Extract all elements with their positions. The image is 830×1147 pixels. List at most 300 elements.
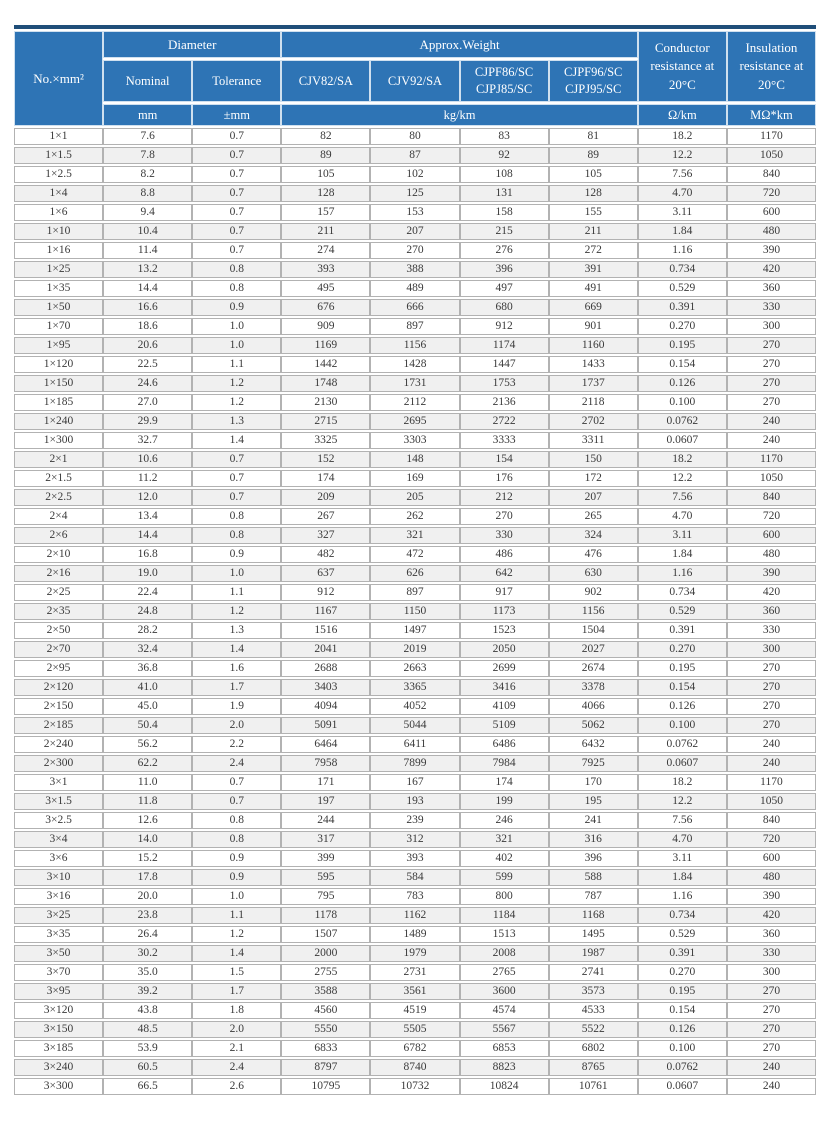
value-cell: 5091 [281,717,370,734]
value-cell: 12.2 [638,147,727,164]
value-cell: 0.126 [638,375,727,392]
table-row [14,774,816,791]
value-cell: 150 [549,451,638,468]
table-row [14,394,816,411]
value-cell: 495 [281,280,370,297]
table-row [14,375,816,392]
value-cell: 300 [727,964,816,981]
value-cell: 8.2 [103,166,192,183]
value-cell: 10.4 [103,223,192,240]
value-cell: 7925 [549,755,638,772]
value-cell: 2755 [281,964,370,981]
unit-tolerance: ±mm [192,104,281,126]
value-cell: 270 [727,1002,816,1019]
value-cell: 3365 [370,679,459,696]
size-cell: 2×240 [14,736,103,753]
value-cell: 1516 [281,622,370,639]
value-cell: 43.8 [103,1002,192,1019]
value-cell: 270 [727,660,816,677]
value-cell: 5522 [549,1021,638,1038]
value-cell: 0.0607 [638,755,727,772]
value-cell: 193 [370,793,459,810]
value-cell: 32.4 [103,641,192,658]
value-cell: 125 [370,185,459,202]
value-cell: 13.2 [103,261,192,278]
value-cell: 1987 [549,945,638,962]
value-cell: 7958 [281,755,370,772]
size-cell: 3×35 [14,926,103,943]
value-cell: 80 [370,128,459,145]
value-cell: 81 [549,128,638,145]
value-cell: 272 [549,242,638,259]
value-cell: 3.11 [638,527,727,544]
table-header [14,31,816,126]
value-cell: 1167 [281,603,370,620]
table-row [14,337,816,354]
value-cell: 420 [727,907,816,924]
value-cell: 390 [727,888,816,905]
value-cell: 491 [549,280,638,297]
value-cell: 1497 [370,622,459,639]
value-cell: 0.7 [192,793,281,810]
value-cell: 330 [460,527,549,544]
table-row [14,622,816,639]
value-cell: 0.100 [638,394,727,411]
table-row [14,831,816,848]
value-cell: 2765 [460,964,549,981]
value-cell: 1.6 [192,660,281,677]
size-cell: 1×1 [14,128,103,145]
value-cell: 0.7 [192,242,281,259]
value-cell: 7.8 [103,147,192,164]
value-cell: 1523 [460,622,549,639]
value-cell: 1160 [549,337,638,354]
value-cell: 0.126 [638,698,727,715]
value-cell: 53.9 [103,1040,192,1057]
value-cell: 584 [370,869,459,886]
table-row [14,717,816,734]
value-cell: 2.1 [192,1040,281,1057]
value-cell: 6411 [370,736,459,753]
size-cell: 2×95 [14,660,103,677]
value-cell: 148 [370,451,459,468]
col-header-conductor-resistance: Conductor resistance at 20°C [638,31,727,102]
table-row [14,888,816,905]
value-cell: 3600 [460,983,549,1000]
size-cell: 3×1.5 [14,793,103,810]
value-cell: 10824 [460,1078,549,1095]
size-cell: 1×25 [14,261,103,278]
value-cell: 7.56 [638,166,727,183]
value-cell: 60.5 [103,1059,192,1076]
value-cell: 1513 [460,926,549,943]
table-row [14,1002,816,1019]
value-cell: 600 [727,527,816,544]
value-cell: 1.5 [192,964,281,981]
value-cell: 316 [549,831,638,848]
value-cell: 472 [370,546,459,563]
value-cell: 2118 [549,394,638,411]
value-cell: 0.8 [192,508,281,525]
col-header-tolerance: Tolerance [192,60,281,102]
value-cell: 486 [460,546,549,563]
value-cell: 2000 [281,945,370,962]
value-cell: 595 [281,869,370,886]
value-cell: 4574 [460,1002,549,1019]
value-cell: 1.9 [192,698,281,715]
size-cell: 3×240 [14,1059,103,1076]
value-cell: 1170 [727,774,816,791]
value-cell: 0.154 [638,356,727,373]
value-cell: 391 [549,261,638,278]
table-row [14,945,816,962]
value-cell: 270 [727,679,816,696]
value-cell: 89 [281,147,370,164]
value-cell: 15.2 [103,850,192,867]
table-row [14,698,816,715]
value-cell: 399 [281,850,370,867]
value-cell: 2699 [460,660,549,677]
value-cell: 158 [460,204,549,221]
col-header-nominal: Nominal [103,60,192,102]
col-group-approx-weight: Approx.Weight [281,31,637,58]
value-cell: 1150 [370,603,459,620]
value-cell: 14.4 [103,280,192,297]
value-cell: 6432 [549,736,638,753]
value-cell: 19.0 [103,565,192,582]
value-cell: 174 [281,470,370,487]
value-cell: 212 [460,489,549,506]
value-cell: 2663 [370,660,459,677]
value-cell: 83 [460,128,549,145]
value-cell: 207 [370,223,459,240]
table-row [14,546,816,563]
table-row [14,128,816,145]
value-cell: 270 [727,356,816,373]
value-cell: 270 [460,508,549,525]
value-cell: 3403 [281,679,370,696]
value-cell: 30.2 [103,945,192,962]
table-row [14,261,816,278]
value-cell: 1.3 [192,413,281,430]
value-cell: 0.7 [192,774,281,791]
value-cell: 1.16 [638,242,727,259]
value-cell: 1162 [370,907,459,924]
value-cell: 128 [281,185,370,202]
value-cell: 7.56 [638,489,727,506]
value-cell: 39.2 [103,983,192,1000]
value-cell: 795 [281,888,370,905]
value-cell: 105 [281,166,370,183]
value-cell: 239 [370,812,459,829]
value-cell: 420 [727,261,816,278]
value-cell: 35.0 [103,964,192,981]
value-cell: 588 [549,869,638,886]
size-cell: 2×6 [14,527,103,544]
value-cell: 45.0 [103,698,192,715]
value-cell: 13.4 [103,508,192,525]
value-cell: 300 [727,318,816,335]
size-cell: 2×300 [14,755,103,772]
value-cell: 270 [727,1021,816,1038]
value-cell: 1050 [727,793,816,810]
value-cell: 1.84 [638,223,727,240]
value-cell: 901 [549,318,638,335]
value-cell: 3325 [281,432,370,449]
value-cell: 171 [281,774,370,791]
value-cell: 420 [727,584,816,601]
value-cell: 321 [460,831,549,848]
value-cell: 105 [549,166,638,183]
value-cell: 131 [460,185,549,202]
value-cell: 1748 [281,375,370,392]
value-cell: 0.195 [638,337,727,354]
value-cell: 720 [727,508,816,525]
table-row [14,204,816,221]
value-cell: 1.2 [192,926,281,943]
value-cell: 6782 [370,1040,459,1057]
table-row [14,413,816,430]
value-cell: 205 [370,489,459,506]
value-cell: 2027 [549,641,638,658]
table-row [14,299,816,316]
value-cell: 32.7 [103,432,192,449]
value-cell: 152 [281,451,370,468]
value-cell: 787 [549,888,638,905]
size-cell: 1×240 [14,413,103,430]
value-cell: 1170 [727,451,816,468]
value-cell: 215 [460,223,549,240]
value-cell: 11.4 [103,242,192,259]
value-cell: 3588 [281,983,370,1000]
value-cell: 41.0 [103,679,192,696]
size-cell: 3×300 [14,1078,103,1095]
value-cell: 3.11 [638,204,727,221]
value-cell: 1753 [460,375,549,392]
value-cell: 4094 [281,698,370,715]
value-cell: 390 [727,242,816,259]
value-cell: 1050 [727,470,816,487]
value-cell: 330 [727,622,816,639]
table-row [14,755,816,772]
value-cell: 4052 [370,698,459,715]
value-cell: 102 [370,166,459,183]
table-row [14,679,816,696]
value-cell: 3303 [370,432,459,449]
value-cell: 388 [370,261,459,278]
value-cell: 89 [549,147,638,164]
col-header-cjpf96: CJPF96/SC CJPJ95/SC [549,60,638,102]
value-cell: 26.4 [103,926,192,943]
value-cell: 0.154 [638,1002,727,1019]
value-cell: 12.6 [103,812,192,829]
col-header-insulation-resistance: Insulation resistance at 20°C [727,31,816,102]
size-cell: 1×70 [14,318,103,335]
value-cell: 170 [549,774,638,791]
value-cell: 0.391 [638,299,727,316]
value-cell: 0.0607 [638,432,727,449]
value-cell: 0.9 [192,546,281,563]
value-cell: 153 [370,204,459,221]
value-cell: 270 [727,1040,816,1057]
value-cell: 8.8 [103,185,192,202]
size-cell: 2×150 [14,698,103,715]
value-cell: 720 [727,831,816,848]
value-cell: 240 [727,413,816,430]
size-cell: 1×6 [14,204,103,221]
value-cell: 0.529 [638,603,727,620]
value-cell: 5062 [549,717,638,734]
size-cell: 3×185 [14,1040,103,1057]
value-cell: 0.100 [638,1040,727,1057]
value-cell: 174 [460,774,549,791]
col-header-cjv82: CJV82/SA [281,60,370,102]
table-row [14,869,816,886]
value-cell: 0.7 [192,166,281,183]
value-cell: 240 [727,736,816,753]
value-cell: 108 [460,166,549,183]
size-cell: 3×4 [14,831,103,848]
value-cell: 402 [460,850,549,867]
value-cell: 897 [370,584,459,601]
value-cell: 3573 [549,983,638,1000]
table-row [14,280,816,297]
value-cell: 1174 [460,337,549,354]
value-cell: 600 [727,204,816,221]
col-group-diameter: Diameter [103,31,281,58]
size-cell: 1×150 [14,375,103,392]
value-cell: 396 [460,261,549,278]
value-cell: 2722 [460,413,549,430]
value-cell: 4109 [460,698,549,715]
value-cell: 4560 [281,1002,370,1019]
value-cell: 0.7 [192,489,281,506]
unit-mm: mm [103,104,192,126]
value-cell: 1156 [549,603,638,620]
value-cell: 0.7 [192,185,281,202]
value-cell: 666 [370,299,459,316]
size-cell: 2×120 [14,679,103,696]
value-cell: 1170 [727,128,816,145]
value-cell: 1.4 [192,432,281,449]
value-cell: 2.0 [192,717,281,734]
value-cell: 56.2 [103,736,192,753]
value-cell: 48.5 [103,1021,192,1038]
value-cell: 12.2 [638,793,727,810]
value-cell: 917 [460,584,549,601]
table-row [14,1059,816,1076]
value-cell: 270 [727,337,816,354]
value-cell: 274 [281,242,370,259]
value-cell: 1.16 [638,565,727,582]
value-cell: 2008 [460,945,549,962]
size-cell: 3×50 [14,945,103,962]
table-row [14,489,816,506]
value-cell: 317 [281,831,370,848]
value-cell: 1504 [549,622,638,639]
table-row [14,660,816,677]
size-cell: 1×300 [14,432,103,449]
value-cell: 1.2 [192,394,281,411]
value-cell: 480 [727,223,816,240]
value-cell: 5109 [460,717,549,734]
value-cell: 0.391 [638,622,727,639]
value-cell: 1.7 [192,679,281,696]
value-cell: 240 [727,1059,816,1076]
size-cell: 1×95 [14,337,103,354]
value-cell: 321 [370,527,459,544]
value-cell: 0.529 [638,280,727,297]
value-cell: 197 [281,793,370,810]
value-cell: 62.2 [103,755,192,772]
value-cell: 11.8 [103,793,192,810]
value-cell: 0.7 [192,470,281,487]
value-cell: 1050 [727,147,816,164]
size-cell: 2×16 [14,565,103,582]
table-row [14,793,816,810]
value-cell: 7899 [370,755,459,772]
value-cell: 497 [460,280,549,297]
value-cell: 2.2 [192,736,281,753]
value-cell: 209 [281,489,370,506]
value-cell: 0.7 [192,147,281,164]
value-cell: 29.9 [103,413,192,430]
value-cell: 0.270 [638,964,727,981]
value-cell: 897 [370,318,459,335]
size-cell: 1×50 [14,299,103,316]
value-cell: 246 [460,812,549,829]
value-cell: 1.2 [192,603,281,620]
value-cell: 276 [460,242,549,259]
value-cell: 1173 [460,603,549,620]
value-cell: 211 [281,223,370,240]
value-cell: 1.16 [638,888,727,905]
value-cell: 1.4 [192,641,281,658]
table-row [14,470,816,487]
value-cell: 3311 [549,432,638,449]
value-cell: 18.6 [103,318,192,335]
table-row [14,603,816,620]
value-cell: 0.0762 [638,736,727,753]
value-cell: 4066 [549,698,638,715]
size-cell: 1×16 [14,242,103,259]
value-cell: 0.9 [192,869,281,886]
value-cell: 1.0 [192,565,281,582]
size-cell: 1×2.5 [14,166,103,183]
table-row [14,812,816,829]
value-cell: 2.4 [192,1059,281,1076]
table-row [14,907,816,924]
value-cell: 676 [281,299,370,316]
value-cell: 2695 [370,413,459,430]
table-row [14,850,816,867]
value-cell: 22.4 [103,584,192,601]
value-cell: 11.0 [103,774,192,791]
value-cell: 10.6 [103,451,192,468]
size-cell: 2×4 [14,508,103,525]
unit-conductor-resistance: Ω/km [638,104,727,126]
value-cell: 16.8 [103,546,192,563]
value-cell: 1447 [460,356,549,373]
value-cell: 240 [727,755,816,772]
value-cell: 0.7 [192,451,281,468]
table-row [14,166,816,183]
col-header-cjpf86: CJPF86/SC CJPJ85/SC [460,60,549,102]
value-cell: 390 [727,565,816,582]
value-cell: 1737 [549,375,638,392]
size-cell: 2×25 [14,584,103,601]
table-row [14,356,816,373]
